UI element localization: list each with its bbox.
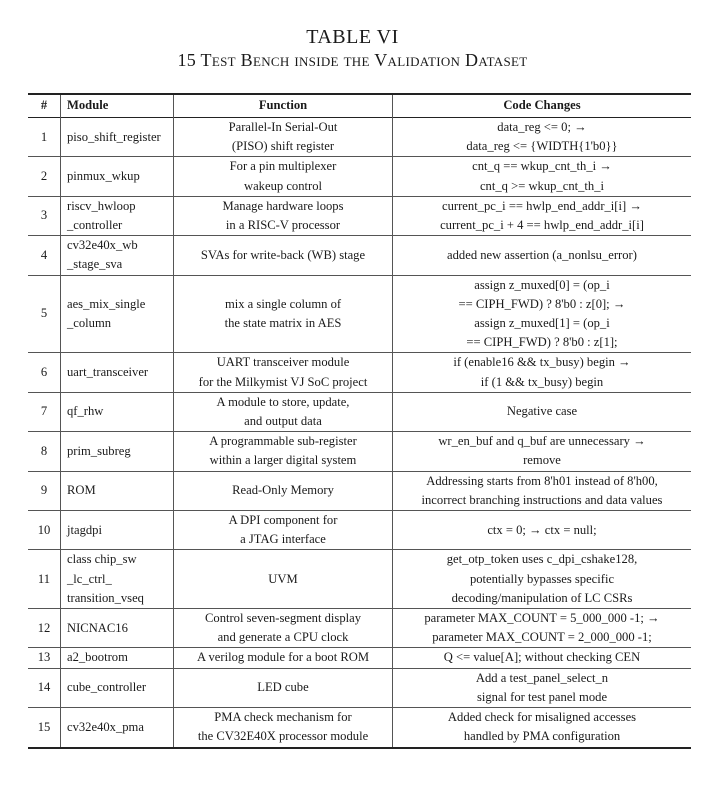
function-cell <box>174 550 393 609</box>
module-line: transition_vseq <box>67 590 144 605</box>
module-cell <box>61 275 174 353</box>
function-line: A verilog module for a boot ROM <box>196 650 370 665</box>
module-line: _stage_sva <box>67 257 123 272</box>
table-row <box>28 118 691 157</box>
row-number: 11 <box>37 571 51 586</box>
function-line: Control seven-segment display <box>205 611 361 626</box>
header-number: # <box>40 98 48 113</box>
module-line: _column <box>67 316 112 331</box>
code-change-line: parameter MAX_COUNT = 2_000_000 -1; <box>432 630 652 645</box>
module-cell <box>61 196 174 235</box>
code-change-line: data_reg <= 0; → <box>497 120 587 134</box>
function-line: UART transceiver module <box>216 355 350 370</box>
module-line: uart_transceiver <box>67 365 149 380</box>
module-line: piso_shift_register <box>67 129 161 144</box>
module-cell <box>61 471 174 510</box>
function-cell <box>174 196 393 235</box>
row-number: 7 <box>40 404 48 419</box>
module-cell <box>61 668 174 707</box>
table-row <box>28 648 691 668</box>
function-cell <box>174 392 393 431</box>
module-line: _controller <box>67 218 123 233</box>
code-change-line: parameter MAX_COUNT = 5_000_000 -1; → <box>424 611 660 626</box>
function-cell <box>174 609 393 648</box>
function-line: the CV32E40X processor module <box>197 729 369 744</box>
code-change-line: assign z_muxed[1] = (op_i <box>474 316 610 331</box>
table-row <box>28 511 691 550</box>
row-number: 15 <box>37 719 51 734</box>
module-line: a2_bootrom <box>67 650 128 665</box>
function-line: wakeup control <box>244 178 322 193</box>
function-cell <box>174 118 393 157</box>
module-cell <box>61 708 174 748</box>
table-header-row <box>28 94 691 118</box>
code-change-line: potentially bypasses specific <box>469 571 615 586</box>
table-row <box>28 236 691 275</box>
function-cell <box>174 511 393 550</box>
code-changes-cell <box>393 609 692 648</box>
row-number: 14 <box>37 680 51 695</box>
code-changes-cell <box>393 471 692 510</box>
code-change-line: == CIPH_FWD) ? 8'b0 : z[1]; <box>466 335 618 350</box>
function-line: a JTAG interface <box>240 532 326 547</box>
code-change-line: decoding/manipulation of LC CSRs <box>451 590 633 605</box>
header-module: Module <box>61 94 174 118</box>
function-cell <box>174 353 393 392</box>
code-changes-cell <box>393 157 692 196</box>
function-cell <box>174 275 393 353</box>
code-change-line: signal for test panel mode <box>476 689 608 704</box>
table-row <box>28 609 691 648</box>
function-line: for the Milkymist VJ SoC project <box>198 374 368 389</box>
code-changes-cell <box>393 511 692 550</box>
code-change-line: Add a test_panel_select_n <box>475 670 609 685</box>
function-cell <box>174 157 393 196</box>
table-row <box>28 668 691 707</box>
module-cell <box>61 511 174 550</box>
module-line: aes_mix_single <box>67 296 146 311</box>
code-change-line: current_pc_i == hwlp_end_addr_i[i] → <box>442 198 642 213</box>
code-changes-cell <box>393 353 692 392</box>
header-function: Function <box>174 94 393 118</box>
row-number: 1 <box>40 129 48 144</box>
code-changes-cell <box>393 668 692 707</box>
code-changes-cell <box>393 392 692 431</box>
code-change-line: ctx = 0; → ctx = null; <box>487 522 597 537</box>
function-line: in a RISC-V processor <box>225 218 341 233</box>
table-row <box>28 353 691 392</box>
function-line: A DPI component for <box>228 513 338 528</box>
function-cell <box>174 708 393 748</box>
table-row <box>28 275 691 353</box>
code-changes-cell <box>393 648 692 668</box>
function-line: A module to store, update, <box>216 394 350 409</box>
function-cell <box>174 432 393 471</box>
row-number: 13 <box>37 650 51 665</box>
row-number: 12 <box>37 620 51 635</box>
code-changes-cell <box>393 708 692 748</box>
table-body <box>28 118 691 748</box>
code-change-line: Addressing starts from 8'h01 instead of 8'h00, <box>426 473 658 488</box>
module-line: cube_controller <box>67 680 147 695</box>
function-line: the state matrix in AES <box>224 316 342 331</box>
module-cell <box>61 648 174 668</box>
module-line: pinmux_wkup <box>67 169 140 183</box>
function-line: Parallel-In Serial-Out <box>228 120 338 134</box>
code-changes-cell <box>393 432 692 471</box>
table-row <box>28 708 691 748</box>
row-number: 3 <box>40 208 48 223</box>
module-line: prim_subreg <box>67 443 131 458</box>
module-line: qf_rhw <box>67 404 104 419</box>
function-line: Manage hardware loops <box>222 198 344 213</box>
code-change-line: data_reg <= {WIDTH{1'b0}} <box>466 139 618 154</box>
module-cell <box>61 609 174 648</box>
table-row <box>28 392 691 431</box>
module-cell <box>61 236 174 275</box>
function-line: (PISO) shift register <box>231 139 335 154</box>
table-row <box>28 432 691 471</box>
table-subtitle: 15 Test Bench inside the Validation Dataset <box>177 50 528 70</box>
module-line: ROM <box>67 483 96 498</box>
code-change-line: Q <= value[A]; without checking CEN <box>443 650 641 665</box>
row-number: 10 <box>37 522 51 537</box>
function-line: mix a single column of <box>224 296 342 311</box>
module-line: cv32e40x_wb <box>67 238 138 253</box>
module-line: jtagdpi <box>67 522 102 537</box>
row-number: 6 <box>40 365 48 380</box>
module-line: cv32e40x_pma <box>67 719 144 734</box>
header-code-changes: Code Changes <box>393 94 692 118</box>
module-line: NICNAC16 <box>67 620 128 635</box>
code-change-line: cnt_q >= wkup_cnt_th_i <box>479 178 605 193</box>
code-change-line: handled by PMA configuration <box>463 729 621 744</box>
code-change-line: get_otp_token uses c_dpi_cshake128, <box>446 552 638 567</box>
module-line: class chip_sw <box>67 552 137 567</box>
row-number: 8 <box>40 443 48 458</box>
table-row <box>28 471 691 510</box>
code-change-line: cnt_q == wkup_cnt_th_i → <box>472 159 612 174</box>
function-line: and output data <box>244 414 322 429</box>
module-line: riscv_hwloop <box>67 198 136 213</box>
code-change-line: if (enable16 && tx_busy) begin → <box>453 355 631 370</box>
code-change-line: == CIPH_FWD) ? 8'b0 : z[0]; → <box>458 296 626 311</box>
code-changes-cell <box>393 236 692 275</box>
row-number: 4 <box>40 247 48 262</box>
function-cell <box>174 648 393 668</box>
function-line: For a pin multiplexer <box>229 159 337 174</box>
row-number: 2 <box>40 169 48 183</box>
module-cell <box>61 432 174 471</box>
module-line: _lc_ctrl_ <box>67 571 112 586</box>
module-cell <box>61 550 174 609</box>
module-cell <box>61 118 174 157</box>
table-row <box>28 157 691 196</box>
code-change-line: assign z_muxed[0] = (op_i <box>474 277 610 292</box>
function-line: within a larger digital system <box>209 453 357 468</box>
function-cell <box>174 668 393 707</box>
code-change-line: incorrect branching instructions and data values <box>421 492 663 507</box>
module-cell <box>61 157 174 196</box>
function-line: Read-Only Memory <box>232 483 334 498</box>
function-line: SVAs for write-back (WB) stage <box>200 247 366 262</box>
code-change-line: Added check for misaligned accesses <box>447 710 637 725</box>
code-change-line: added new assertion (a_nonlsu_error) <box>447 247 637 262</box>
function-line: PMA check mechanism for <box>214 710 352 725</box>
code-change-line: remove <box>523 453 561 468</box>
function-line: UVM <box>268 571 298 586</box>
function-line: A programmable sub-register <box>209 434 357 449</box>
code-changes-cell <box>393 196 692 235</box>
code-changes-cell <box>393 275 692 353</box>
module-cell <box>61 392 174 431</box>
code-change-line: current_pc_i + 4 == hwlp_end_addr_i[i] <box>440 218 644 233</box>
code-change-line: wr_en_buf and q_buf are unnecessary → <box>438 434 646 449</box>
validation-dataset-table <box>28 93 691 749</box>
table-row <box>28 550 691 609</box>
code-changes-cell <box>393 118 692 157</box>
function-cell <box>174 471 393 510</box>
function-line: LED cube <box>257 680 309 695</box>
module-cell <box>61 353 174 392</box>
code-changes-cell <box>393 550 692 609</box>
table-row <box>28 196 691 235</box>
function-line: and generate a CPU clock <box>217 630 349 645</box>
row-number: 9 <box>40 483 48 498</box>
function-cell <box>174 236 393 275</box>
table-title: TABLE VI <box>306 26 399 48</box>
code-change-line: if (1 && tx_busy) begin <box>480 374 604 389</box>
code-change-line: Negative case <box>506 404 578 419</box>
row-number: 5 <box>40 306 48 321</box>
